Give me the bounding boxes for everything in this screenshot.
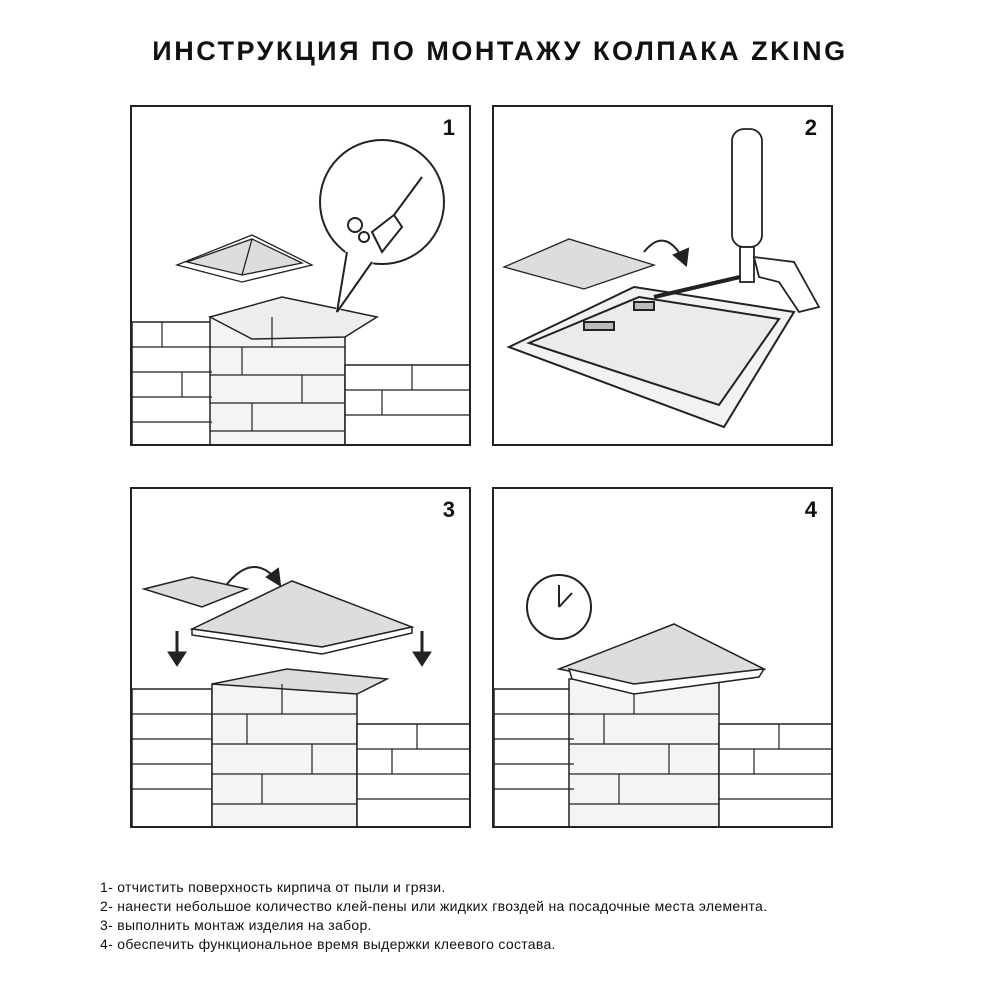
step-text: 1- отчистить поверхность кирпича от пыли и грязи.	[100, 879, 446, 895]
step-number: 2	[804, 115, 817, 140]
foam-gun-icon	[654, 129, 819, 312]
step-4-illustration	[494, 489, 833, 828]
step-2-panel	[492, 105, 833, 446]
step-3-panel	[130, 487, 471, 828]
step-number: 1	[442, 115, 455, 140]
step-1-panel	[130, 105, 471, 446]
cap-icon	[144, 577, 412, 654]
step-text: 3- выполнить монтаж изделия на забор.	[100, 917, 372, 933]
rotate-arrow-icon	[644, 241, 688, 265]
step-text: 2- нанести небольшое количество клей-пены или жидких гвоздей на посадочные места элемента.	[100, 898, 768, 914]
cap-underside-icon	[509, 287, 794, 427]
clock-icon	[527, 575, 591, 639]
steps-list	[100, 878, 767, 954]
brick-wall	[494, 679, 833, 828]
step-number: 3	[442, 497, 455, 522]
installed-cap-icon	[559, 624, 764, 694]
step-2-illustration	[494, 107, 833, 446]
step-1-illustration	[132, 107, 471, 446]
step-text: 4- обеспечить функциональное время выдержки клеевого состава.	[100, 936, 556, 952]
step-4-panel	[492, 487, 833, 828]
step-number: 4	[804, 497, 817, 522]
broom-bubble-icon	[320, 140, 444, 312]
brick-wall	[132, 669, 471, 828]
step-3-illustration	[132, 489, 471, 828]
brick-wall	[132, 297, 471, 446]
page-title: ИНСТРУКЦИЯ ПО МОНТАЖУ КОЛПАКА ZKING	[152, 36, 848, 66]
rotate-arrow-icon	[227, 567, 280, 585]
cap-icon	[177, 235, 312, 282]
cap-icon	[504, 239, 654, 289]
